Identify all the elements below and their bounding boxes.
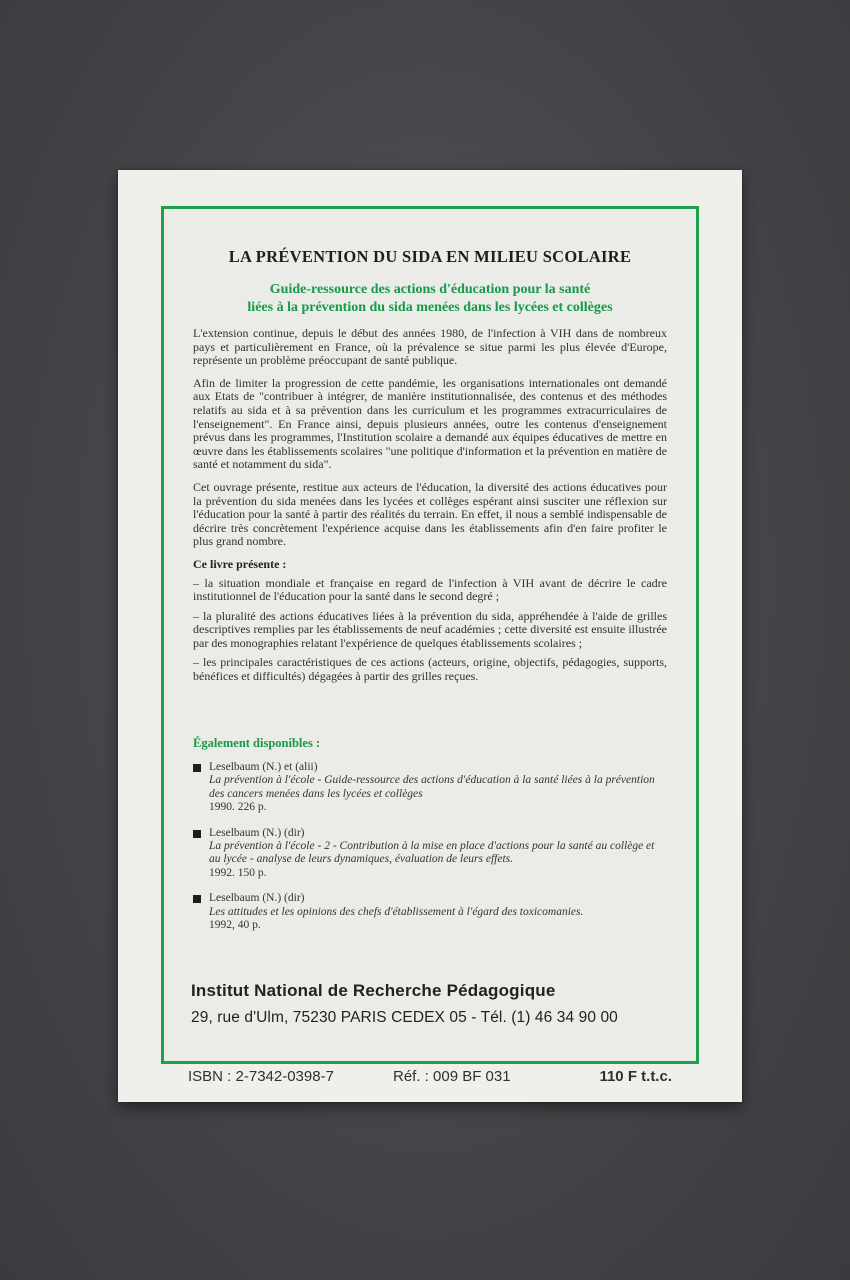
paragraph: L'extension continue, depuis le début des années 1980, de l'infection à VIH dans de nombreux pays et particulièrement en France, où la prévalence se situe parmi les plus élevée d'Europe, représente un problème préoccupant de santé publique. xyxy=(193,326,667,368)
list-item xyxy=(193,827,667,881)
also-available-list xyxy=(193,761,667,944)
book-presents-item: – la pluralité des actions éducatives liées à la prévention du sida, appréhendée à l'aide de grilles descriptives remplies par les établissements de neuf académies ; cette diversité est ensuite illustrée par des monographies relatant l'expérience de quelques établissements scolaires ; xyxy=(193,608,667,650)
also-available-heading: Également disponibles : xyxy=(193,736,321,750)
book-subtitle xyxy=(174,281,686,317)
publisher-address: 29, rue d'Ulm, 75230 PARIS CEDEX 05 - Tél. (1) 46 34 90 00 xyxy=(191,1009,618,1026)
square-bullet-icon xyxy=(193,764,201,772)
subtitle-line-2: liées à la prévention du sida menées dans les lycées et collèges xyxy=(247,300,613,315)
square-bullet-icon xyxy=(193,830,201,838)
square-bullet-icon xyxy=(193,895,201,903)
entry-title: Les attitudes et les opinions des chefs d'établissement à l'égard des toxicomanies. xyxy=(209,905,584,918)
entry-info: 1990. 226 p. xyxy=(209,801,267,814)
paragraph: Cet ouvrage présente, restitue aux acteurs de l'éducation, la diversité des actions éducatives pour la prévention du sida menées dans les lycées et collèges espérant ainsi susciter une réflexion sur l'éducation pour la santé à partir des réalités du terrain. En effet, il nous a semblé indispensable de décrire très concrètement l'expérience acquise dans les établissements afin d'en faire profiter le plus grand nombre. xyxy=(193,479,667,549)
entry-info: 1992, 40 p. xyxy=(209,919,261,932)
publisher-name: Institut National de Recherche Pédagogique xyxy=(191,981,556,1000)
green-border-frame xyxy=(161,206,699,1064)
subtitle-line-1: Guide-ressource des actions d'éducation pour la santé xyxy=(269,282,591,297)
paragraph: Afin de limiter la progression de cette pandémie, les organisations internationales ont demandé aux Etats de "contribuer à intégrer, de manière institutionnalisée, des contenus et des méthodes relatifs au sida et à sa prévention dans les curriculum et les programmes extracurriculaires de l'enseignement". En France ainsi, depuis plusieurs années, outre les contenus d'enseignement prévus dans les programmes, l'Institution scolaire a demandé aux équipes éducatives de mettre en œuvre dans les établissements scolaires "une politique d'information et la prévention en matière de santé et notamment du sida". xyxy=(193,375,667,472)
entry-title: La prévention à l'école - 2 - Contribution à la mise en place d'actions pour la santé au collège et au lycée - analyse de leurs dynamiques, évaluation de leurs effets. xyxy=(209,840,655,866)
book-back-cover xyxy=(118,170,742,1102)
entry-author: Leselbaum (N.) et (alii) xyxy=(209,761,318,773)
isbn-label: ISBN : 2-7342-0398-7 xyxy=(188,1068,334,1085)
book-presents-item: – la situation mondiale et française en regard de l'infection à VIH avant de décrire le cadre institutionnel de l'éducation pour la santé dans le second degré ; xyxy=(193,575,667,604)
reference-label: Réf. : 009 BF 031 xyxy=(393,1068,511,1085)
list-item xyxy=(193,761,667,815)
entry-author: Leselbaum (N.) (dir) xyxy=(209,826,305,839)
book-presents-item: – les principales caractéristiques de ces actions (acteurs, origine, objectifs, pédagogies, supports, bénéfices et difficultés) dégagées à partir des grilles reçues. xyxy=(193,655,667,684)
list-item xyxy=(193,892,667,932)
publisher-block xyxy=(191,981,669,1027)
book-presents-heading: Ce livre présente : xyxy=(193,556,287,571)
entry-info: 1992. 150 p. xyxy=(209,866,267,879)
entry-title: La prévention à l'école - Guide-ressource des actions d'éducation à la santé liées à la prévention des cancers menées dans les lycées et collèges xyxy=(209,774,655,800)
price-label: 110 F t.t.c. xyxy=(599,1068,672,1085)
entry-author: Leselbaum (N.) (dir) xyxy=(209,892,305,905)
description-body xyxy=(193,327,667,690)
book-title: LA PRÉVENTION DU SIDA EN MILIEU SCOLAIRE xyxy=(228,247,632,266)
